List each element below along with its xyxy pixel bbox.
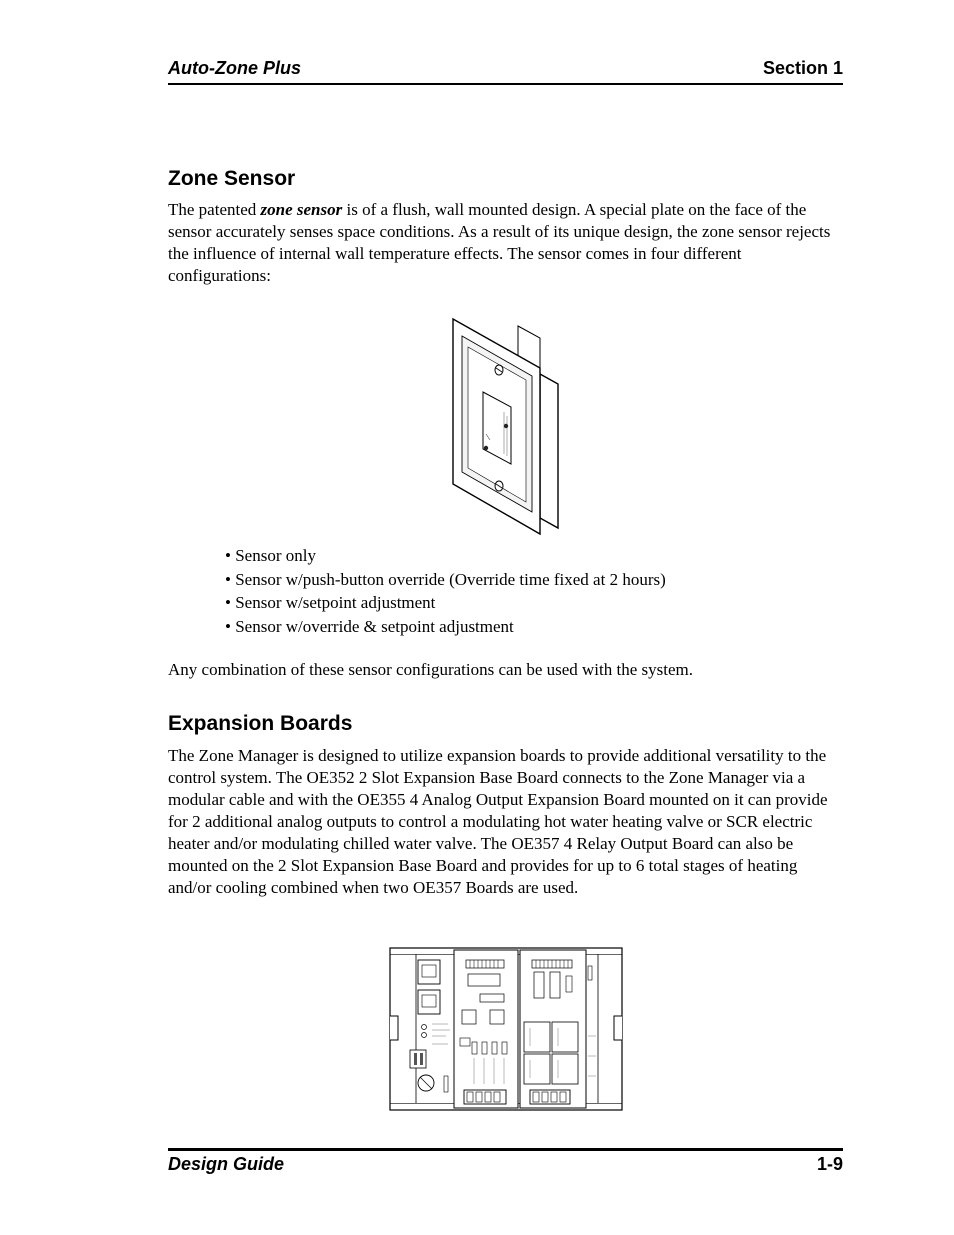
header-title: Auto-Zone Plus xyxy=(168,58,301,78)
header-rule xyxy=(168,83,843,85)
zone-sensor-illustration xyxy=(448,316,560,538)
page-header xyxy=(168,58,843,82)
footer-rule xyxy=(168,1148,843,1151)
page-footer xyxy=(168,1154,843,1178)
list-item: • Sensor only xyxy=(225,544,666,568)
zone-sensor-paragraph: The patented zone sensor is of a flush, wall mounted design. A special plate on the face of the sensor accurately senses space conditions. As a result of its unique design, the zone sensor rejects the influence of internal wall temperature effects. The sensor comes in four different configurations: xyxy=(168,200,831,285)
zone-sensor-heading: Zone Sensor xyxy=(168,167,296,190)
expansion-boards-heading: Expansion Boards xyxy=(168,712,353,735)
list-item: • Sensor w/override & setpoint adjustment xyxy=(225,615,666,639)
footer-title: Design Guide xyxy=(168,1154,285,1174)
header-section: Section 1 xyxy=(762,58,843,78)
expansion-board-illustration xyxy=(388,946,624,1112)
list-item: • Sensor w/push-button override (Override time fixed at 2 hours) xyxy=(225,568,666,592)
zone-sensor-term: zone sensor xyxy=(260,200,343,219)
sensor-combination-paragraph: Any combination of these sensor configurations can be used with the system. xyxy=(168,660,693,679)
list-item: • Sensor w/setpoint adjustment xyxy=(225,591,666,615)
page-number: 1-9 xyxy=(816,1154,843,1174)
sensor-config-list xyxy=(225,544,666,638)
expansion-boards-paragraph: The Zone Manager is designed to utilize expansion boards to provide additional versatility to the control system. The OE352 2 Slot Expansion Base Board connects to the Zone Manager via a modular cable and with the OE355 4 Analog Output Expansion Board mounted on it can provide for 2 additional analog outputs to control a modulating hot water heating valve or SCR electric heater and/or modulating chilled water valve. The OE357 4 Relay Output Board can also be mounted on the 2 Slot Expansion Base Board and provides for up to 6 total stages of heating and/or cooling combined when two OE357 Boards are used. xyxy=(168,746,828,897)
